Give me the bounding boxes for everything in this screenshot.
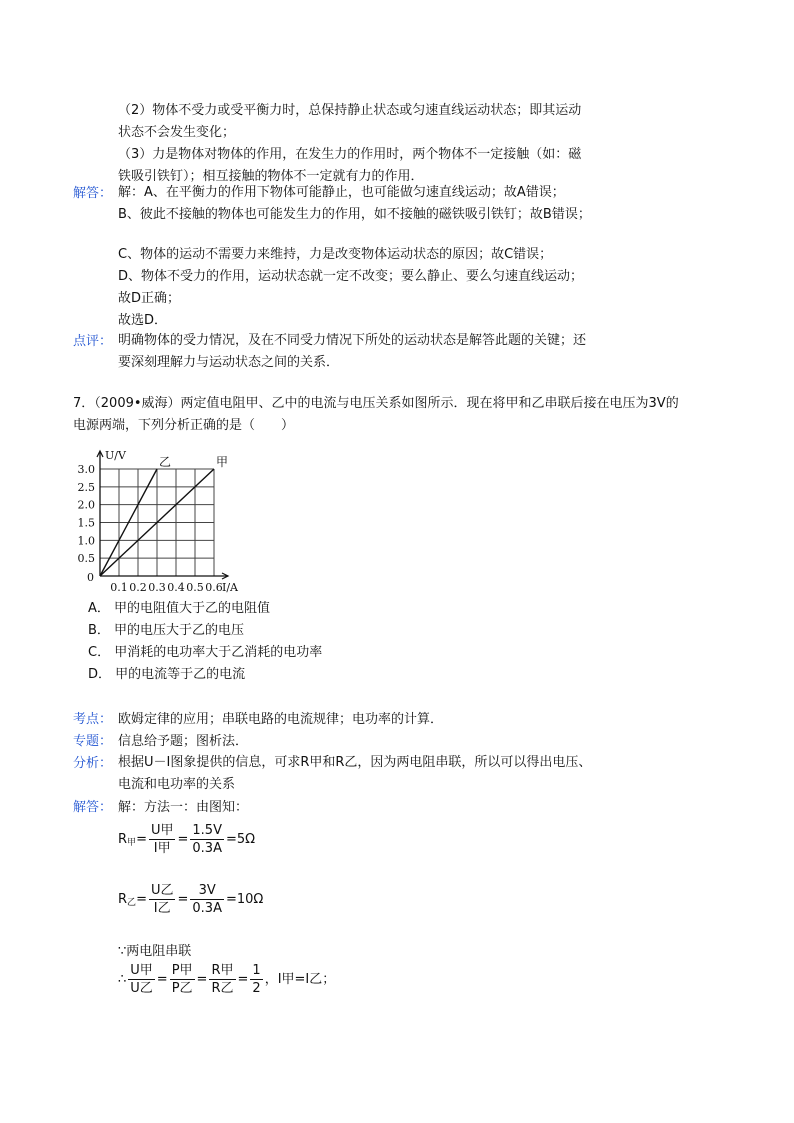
numerator: 1 [252, 963, 261, 978]
numerator: U甲 [150, 823, 174, 838]
series-label: 甲 [216, 455, 229, 469]
denominator: 0.3A [192, 901, 222, 916]
question-line: 7．（2009•威海）两定值电阻甲、乙中的电流与电压关系如图所示．现在将甲和乙串联后接在电压为3V的 [73, 396, 679, 411]
zhuanti-label: 专题： [73, 734, 113, 749]
eq-result: =5Ω [225, 832, 256, 847]
numerator: P甲 [171, 963, 193, 978]
prev-comment-label: 点评： [73, 334, 113, 349]
equation-ratio: ∴ $\frac{\text{U甲}}{\text{U乙}}$ = $\frac{\text{P甲}}{\text{P乙}}$ = $\frac{\text{R甲}}{\text{R乙}}$ = $\frac{1}{2}$ ，I甲=I乙； [118, 963, 336, 996]
fenxi-line: 根据U－I图象提供的信息，可求R甲和R乙，因为两电阻串联，所以可以得出电压、 [118, 755, 592, 770]
fraction [128, 962, 155, 997]
fraction [170, 962, 195, 997]
equation-r-yi: $R_乙=$ $\frac{\text{U乙}}{\text{I乙}}$ = $\frac{3V}{0.3A}$ =10Ω [118, 883, 264, 916]
fenxi-text [118, 752, 591, 796]
prev-analysis-line: （3）力是物体对物体的作用，在发生力的作用时，两个物体不一定接触（如：磁 [118, 147, 582, 162]
y-tick-label: 1.0 [77, 534, 95, 548]
equation-r-jia: $R_甲=$ $\frac{\text{U甲}}{\text{I甲}}$ = $\frac{1.5V}{0.3A}$ =5Ω [118, 823, 256, 856]
prev-answer-line: 故D正确； [118, 291, 181, 306]
x-tick-label: 0.4 [167, 581, 185, 594]
series-label: 乙 [159, 455, 172, 469]
origin-label: 0 [87, 571, 94, 584]
x-tick-label: 0.2 [129, 581, 147, 594]
numerator: U乙 [150, 883, 174, 898]
prev-answer-label: 解答： [73, 186, 113, 201]
denominator: I乙 [153, 901, 171, 916]
x-axis-label: I/A [222, 581, 238, 594]
ui-graph [77, 448, 260, 600]
prev-answer-line: 故选D． [118, 313, 168, 328]
x-tick-label: 0.6 [205, 581, 223, 594]
prev-answer-line: C、物体的运动不需要力来维持，力是改变物体运动状态的原因；故C错误； [118, 247, 553, 262]
prev-comment-line: 要深刻理解力与运动状态之间的关系． [118, 355, 340, 370]
jieda-label: 解答： [73, 800, 113, 815]
prev-answer-line: D、物体不受力的作用，运动状态就一定不改变；要么静止、要么匀速直线运动； [118, 269, 584, 284]
numerator: R甲 [211, 963, 234, 978]
prev-answer-line: 解：A、在平衡力的作用下物体可能静止，也可能做匀速直线运动；故A错误； [118, 185, 565, 200]
fraction [209, 962, 235, 997]
because-text: ∵两电阻串联 [118, 944, 192, 959]
question-stem [73, 393, 679, 437]
eq-lhs: R [118, 892, 128, 907]
numerator: U甲 [130, 963, 153, 978]
numerator: 1.5V [192, 823, 222, 838]
fenxi-label: 分析： [73, 756, 113, 771]
fraction [149, 822, 176, 857]
denominator: I甲 [153, 841, 171, 856]
x-tick-label: 0.5 [186, 581, 204, 594]
eq-lhs-sub: 乙 [127, 898, 137, 908]
y-tick-label: 2.5 [77, 480, 95, 494]
eq-tail: ，I甲=I乙； [264, 972, 336, 987]
eq-result: =10Ω [225, 892, 264, 907]
x-tick-label: 0.1 [110, 581, 128, 594]
y-tick-label: 2.0 [77, 498, 95, 512]
prev-comment [118, 330, 586, 374]
y-tick-label: 3.0 [77, 463, 95, 476]
prev-comment-line: 明确物体的受力情况，及在不同受力情况下所处的运动状态是解答此题的关键；还 [118, 333, 587, 348]
zhuanti-text: 信息给予题；图析法． [118, 734, 249, 749]
prev-answer-cont [118, 244, 583, 332]
fraction [149, 882, 176, 917]
kaodian-text: 欧姆定律的应用；串联电路的电流规律；电功率的计算． [118, 712, 444, 727]
option-d[interactable]: D． 甲的电流等于乙的电流 [88, 667, 246, 682]
options-list [88, 598, 322, 686]
therefore-symbol: ∴ [118, 972, 127, 987]
prev-analysis [118, 100, 581, 188]
fenxi-line: 电流和电功率的关系 [118, 777, 236, 792]
question-line: 电源两端，下列分析正确的是（ ） [73, 418, 295, 433]
denominator: P乙 [171, 981, 193, 996]
eq-lhs-sub: 甲 [127, 838, 137, 848]
fraction [250, 962, 262, 997]
x-tick-label: 0.3 [148, 581, 166, 594]
prev-analysis-line: 铁吸引铁钉）；相互接触的物体不一定就有力的作用． [118, 169, 424, 184]
eq-lhs: R [118, 832, 128, 847]
fraction [190, 882, 224, 917]
prev-answer [118, 182, 591, 226]
prev-answer-line: B、彼此不接触的物体也可能发生力的作用，如不接触的磁铁吸引铁钉；故B错误； [118, 207, 591, 222]
fraction [190, 822, 224, 857]
denominator: 2 [252, 981, 261, 996]
y-axis-label: U/V [105, 449, 126, 462]
denominator: R乙 [211, 981, 234, 996]
denominator: 0.3A [192, 841, 222, 856]
kaodian-label: 考点： [73, 712, 113, 727]
prev-analysis-line: 状态不会发生变化； [118, 125, 236, 140]
numerator: 3V [190, 882, 224, 900]
prev-analysis-line: （2）物体不受力或受平衡力时，总保持静止状态或匀速直线运动状态；即其运动 [118, 103, 582, 118]
y-tick-label: 0.5 [77, 552, 95, 566]
option-b[interactable]: B． 甲的电压大于乙的电压 [88, 623, 245, 638]
denominator: U乙 [130, 981, 153, 996]
y-tick-label: 1.5 [77, 516, 95, 530]
option-a[interactable]: A． 甲的电阻值大于乙的电阻值 [88, 601, 271, 616]
jieda-intro: 解：方法一：由图知： [118, 800, 249, 815]
option-c[interactable]: C． 甲消耗的电功率大于乙消耗的电功率 [88, 645, 323, 660]
